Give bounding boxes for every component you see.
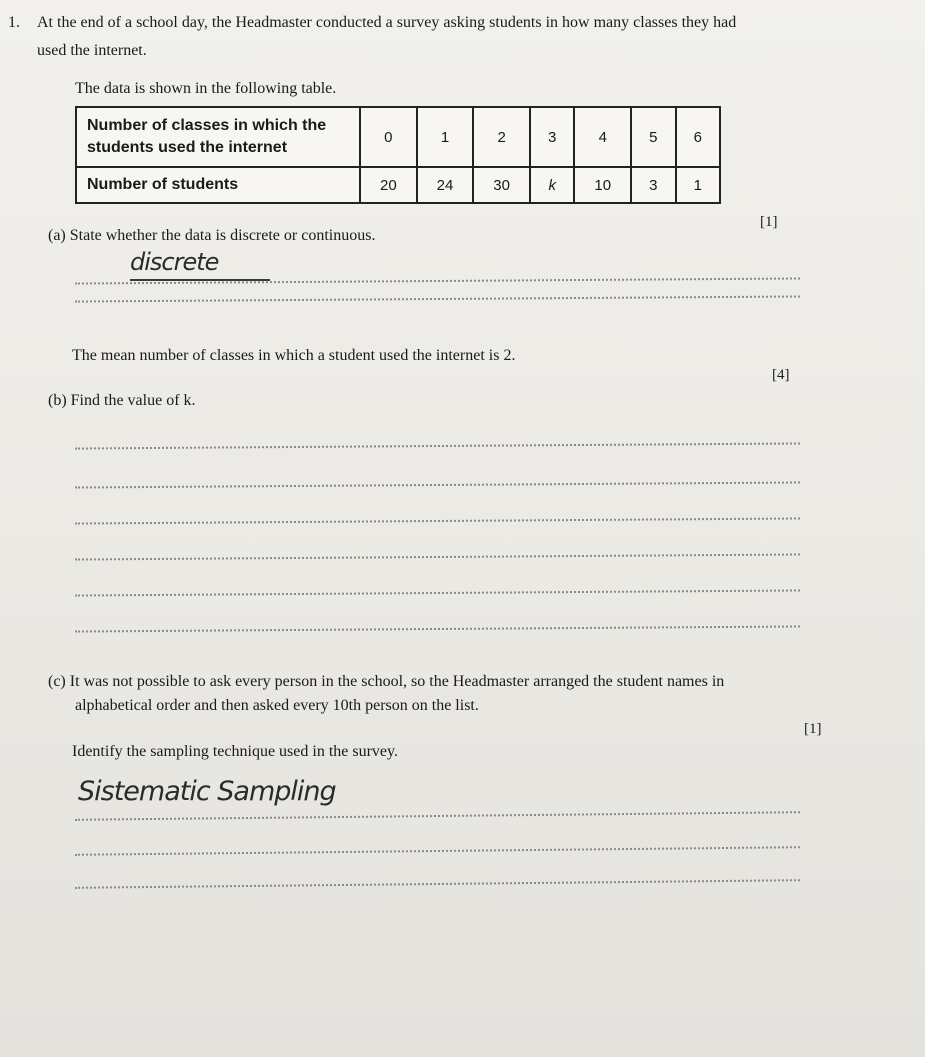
- student-cell: k: [530, 167, 574, 203]
- part-a-question: (a) State whether the data is discrete or continuous.: [48, 227, 376, 244]
- answer-line[interactable]: [75, 553, 800, 560]
- table-row-classes: [76, 107, 720, 167]
- question-intro-line2: used the internet.: [37, 42, 147, 59]
- part-a-marks: [1]: [760, 214, 778, 230]
- question-number: 1.: [8, 14, 20, 31]
- part-b-preamble: The mean number of classes in which a student used the internet is 2.: [72, 347, 516, 364]
- class-cell: 4: [574, 107, 631, 167]
- class-cell: 5: [631, 107, 675, 167]
- student-cell: 1: [676, 167, 721, 203]
- student-cell: 24: [417, 167, 474, 203]
- class-cell: 3: [530, 107, 574, 167]
- row-header-students: Number of students: [76, 167, 360, 203]
- part-c-prompt: Identify the sampling technique used in the survey.: [72, 743, 398, 760]
- class-cell: 0: [360, 107, 417, 167]
- part-c-handwritten-answer: Sistematic Sampling: [78, 776, 336, 807]
- student-cell: 20: [360, 167, 417, 203]
- answer-line[interactable]: [75, 846, 800, 856]
- answer-line[interactable]: [75, 589, 800, 596]
- survey-table: [75, 106, 721, 204]
- part-b-question: (b) Find the value of k.: [48, 392, 196, 409]
- class-cell: 6: [676, 107, 721, 167]
- row-header-classes: Number of classes in which the students used the internet: [76, 107, 360, 167]
- student-cell: 30: [473, 167, 530, 203]
- table-intro: The data is shown in the following table.: [75, 80, 337, 97]
- answer-line[interactable]: [75, 295, 800, 302]
- part-c-line2: alphabetical order and then asked every 10th person on the list.: [75, 697, 479, 714]
- class-cell: 2: [473, 107, 530, 167]
- student-cell: 10: [574, 167, 631, 203]
- part-a-handwritten-answer: discrete: [130, 248, 219, 276]
- part-c-marks: [1]: [804, 721, 822, 737]
- question-intro-line1: At the end of a school day, the Headmaster conducted a survey asking students in how many classes they had: [37, 14, 737, 31]
- answer-line[interactable]: [75, 481, 800, 488]
- answer-line[interactable]: [75, 879, 800, 889]
- answer-line[interactable]: [75, 811, 800, 821]
- student-cell: 3: [631, 167, 675, 203]
- answer-line[interactable]: [75, 517, 800, 524]
- answer-line[interactable]: [75, 625, 800, 632]
- answer-line[interactable]: [75, 442, 800, 449]
- part-b-marks: [4]: [772, 367, 790, 383]
- class-cell: 1: [417, 107, 474, 167]
- part-c-line1: (c) It was not possible to ask every person in the school, so the Headmaster arranged the student names in: [48, 673, 725, 690]
- table-row-students: [76, 167, 720, 203]
